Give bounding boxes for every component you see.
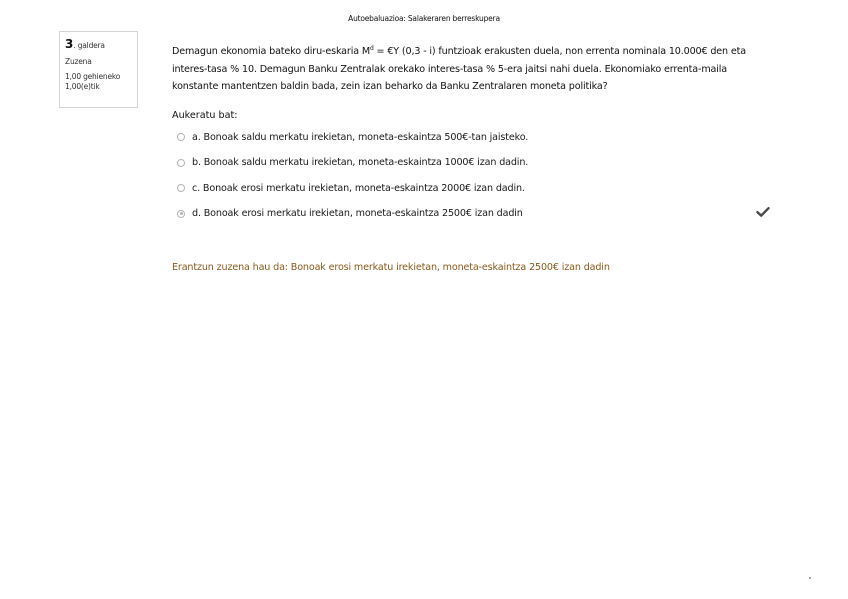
radio-d[interactable] xyxy=(177,210,185,218)
question-grade xyxy=(65,72,132,92)
question-text-part2: = €Y (0,3 - i) funtzioak erakusten duela, non errenta nominala 10.000€ den eta interes-tasa % 10. Demagun Banku Zentralak orekako interes-tasa % 5-era jaitsi nahi duela. Ekonomiako errenta-maila konstante mantentzen baldin bada, zein izan beharko da Banku Zentralaren moneta politika? xyxy=(172,46,746,93)
question-number: 3 xyxy=(65,37,74,51)
correct-answer-feedback: Erantzun zuzena hau da: Bonoak erosi merkatu irekietan, moneta-eskaintza 2500€ izan dadin xyxy=(172,262,610,273)
radio-a[interactable] xyxy=(177,133,185,141)
answer-label-d: d. Bonoak erosi merkatu irekietan, moneta-eskaintza 2500€ izan dadin xyxy=(192,208,523,220)
answer-option-d[interactable] xyxy=(172,201,772,227)
check-icon xyxy=(756,206,770,218)
corner-dot xyxy=(809,577,811,579)
question-number-line xyxy=(65,37,132,51)
answer-label-c: c. Bonoak erosi merkatu irekietan, moneta-eskaintza 2000€ izan dadin. xyxy=(192,182,525,194)
answer-option-c[interactable] xyxy=(172,176,772,202)
grade-score: 1,00(e)tik xyxy=(65,82,100,91)
page-header-title: Autoebaluazioa: Salakeraren berreskupera xyxy=(348,14,500,23)
answer-label-b: b. Bonoak saldu merkatu irekietan, moneta-eskaintza 1000€ izan dadin. xyxy=(192,157,529,169)
question-text-superscript: d xyxy=(369,45,374,52)
radio-b[interactable] xyxy=(177,159,185,167)
grade-max: 1,00 gehieneko xyxy=(65,72,121,81)
answer-prompt: Aukeratu bat: xyxy=(172,109,238,121)
question-label: . galdera xyxy=(73,41,105,50)
question-text-part1: Demagun ekonomia bateko diru-eskaria M xyxy=(172,46,370,58)
question-state: Zuzena xyxy=(65,57,92,66)
answer-option-b[interactable] xyxy=(172,150,772,176)
question-content xyxy=(172,40,772,227)
answer-list xyxy=(172,125,772,227)
question-info-box xyxy=(59,31,138,108)
question-text xyxy=(172,40,772,96)
radio-c[interactable] xyxy=(177,184,185,192)
answer-option-a[interactable] xyxy=(172,125,772,151)
answer-label-a: a. Bonoak saldu merkatu irekietan, moneta-eskaintza 500€-tan jaisteko. xyxy=(192,131,529,143)
